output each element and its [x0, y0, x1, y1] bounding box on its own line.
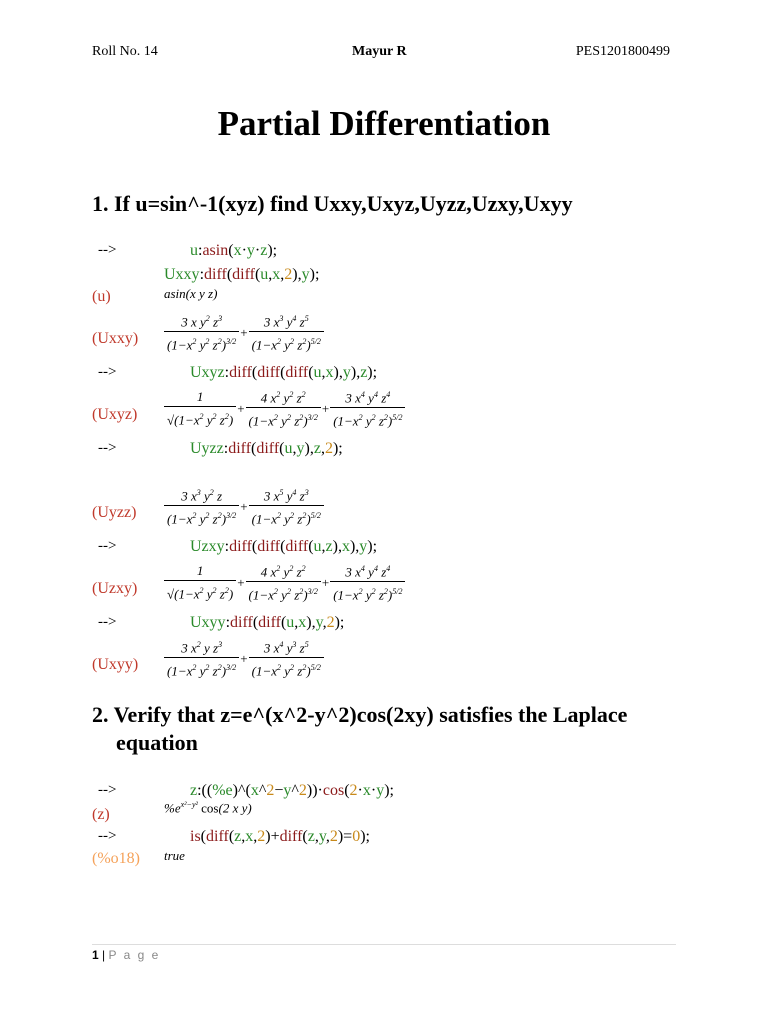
- expression-uxyz: $\frac{1}{√(1-x^2 y^2 z^2)}$ + $\frac{4 x^2 y^2 z^2}{(1-x^2 y^2 z^2)^{3/2}}$ + $\frac{3 x^4 y^4 z^4}{(1-x^2 y^2 z^2)^{5/2}}$: [164, 386, 405, 432]
- page-word: P a g e: [108, 948, 161, 962]
- output-label-uxyz: (Uxyz): [92, 406, 138, 423]
- output-label-uyzz: (Uyzz): [92, 504, 137, 521]
- command-uxxy: Uxxy:diff(diff(u,x,2),y);: [164, 266, 320, 283]
- question-2-heading-line-1: 2. Verify that z=e^(x^2-y^2)cos(2xy) satisfies the Laplace: [92, 702, 628, 727]
- output-label-z: (z): [92, 806, 110, 823]
- footer-separator: |: [102, 948, 106, 962]
- input-prompt: -->: [98, 828, 117, 844]
- input-prompt: -->: [98, 440, 117, 456]
- question-2-heading-line-2: equation: [116, 730, 198, 755]
- expression-uyzz: $\frac{3 x^3 y^2 z}{(1-x^2 y^2 z^2)^{3/2}}$ + $\frac{3 x^5 y^4 z^3}{(1-x^2 y^2 z^2)^{5/2}}$: [164, 484, 324, 530]
- command-define-u: u:asin(x·y·z);: [190, 242, 278, 259]
- command-laplace-check: is(diff(z,x,2)+diff(z,y,2)=0);: [190, 828, 370, 845]
- output-asin: asin(x y z): [164, 286, 218, 301]
- expression-z: $\%e^{x^2-y^2}$ cos(2 x y): [164, 800, 252, 816]
- input-prompt: -->: [98, 782, 117, 798]
- command-uyzz: Uyzz:diff(diff(u,y),z,2);: [190, 440, 343, 457]
- header-roll-number: Roll No. 14: [92, 44, 158, 59]
- output-label-uzxy: (Uzxy): [92, 580, 138, 597]
- output-label-u: (u): [92, 288, 111, 305]
- footer: [92, 948, 160, 962]
- page-title: Partial Differentiation: [217, 104, 551, 143]
- output-label-o18: (%o18): [92, 850, 140, 867]
- command-uzxy: Uzxy:diff(diff(diff(u,z),x),y);: [190, 538, 378, 555]
- page-number: 1: [92, 948, 99, 962]
- output-label-uxyy: (Uxyy): [92, 656, 139, 673]
- question-1-heading: 1. If u=sin^-1(xyz) find Uxxy,Uxyz,Uyzz,Uzxy,Uxyy: [92, 191, 573, 216]
- header-student-id: PES1201800499: [575, 44, 670, 59]
- footer-divider: [92, 944, 676, 945]
- header-author-name: Mayur R: [352, 44, 407, 59]
- command-uxyz: Uxyz:diff(diff(diff(u,x),y),z);: [190, 364, 378, 381]
- input-prompt: -->: [98, 242, 117, 258]
- input-prompt: -->: [98, 614, 117, 630]
- output-label-uxxy: (Uxxy): [92, 330, 139, 347]
- input-prompt: -->: [98, 364, 117, 380]
- command-define-z: z:((%e)^(x^2−y^2))·cos(2·x·y);: [190, 782, 394, 799]
- command-uxyy: Uxyy:diff(diff(u,x),y,2);: [190, 614, 345, 631]
- expression-uxxy: $\frac{3 x y^2 z^3}{(1-x^2 y^2 z^2)^{3/2}}$ + $\frac{3 x^3 y^4 z^5}{(1-x^2 y^2 z^2)^{5/2}}$: [164, 310, 324, 356]
- expression-uzxy: $\frac{1}{√(1-x^2 y^2 z^2)}$ + $\frac{4 x^2 y^2 z^2}{(1-x^2 y^2 z^2)^{3/2}}$ + $\frac{3 x^4 y^4 z^4}{(1-x^2 y^2 z^2)^{5/2}}$: [164, 560, 405, 606]
- input-prompt: -->: [98, 538, 117, 554]
- output-true: true: [164, 848, 185, 863]
- expression-uxyy: $\frac{3 x^2 y z^3}{(1-x^2 y^2 z^2)^{3/2}}$ + $\frac{3 x^4 y^3 z^5}{(1-x^2 y^2 z^2)^{5/2}}$: [164, 636, 324, 682]
